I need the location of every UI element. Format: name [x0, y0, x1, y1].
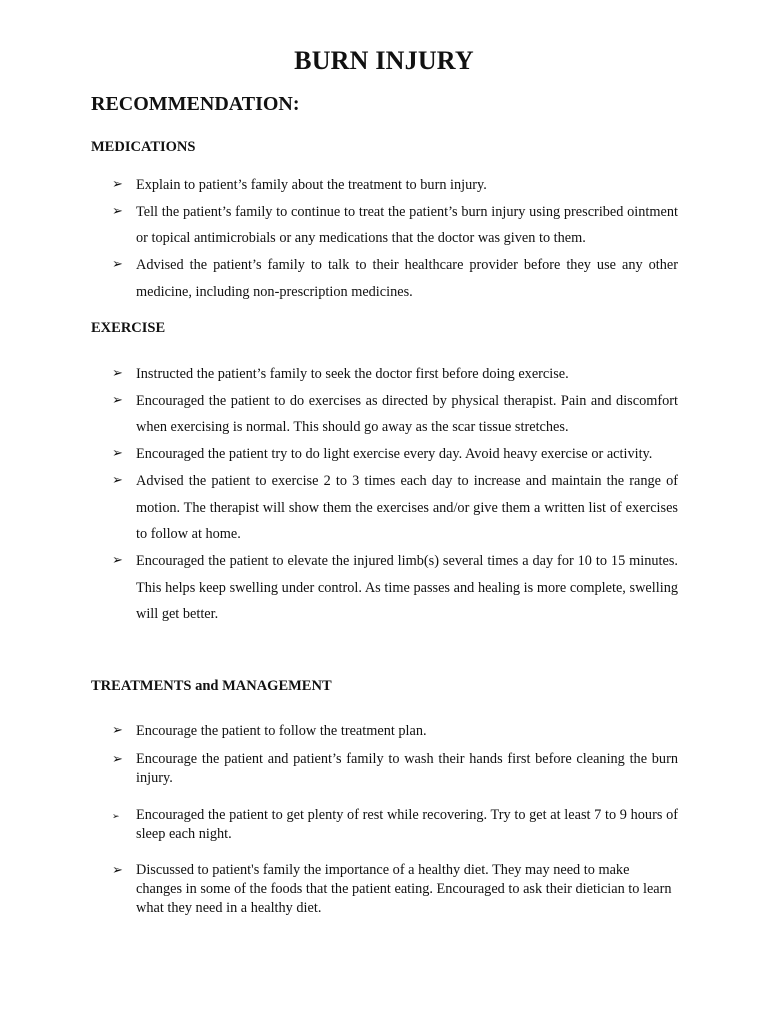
list-item [108, 252, 678, 305]
treatments-list-rest [108, 806, 678, 844]
arrow-bullet-icon: ➢ [112, 812, 120, 822]
list-item-text: Tell the patient’s family to continue to treat the patient’s burn injury using prescribed ointment or topical antimicrobials or any medications that the doctor was given to them. [136, 203, 678, 247]
list-item-text: Discussed to patient's family the importance of a healthy diet. They may need to make changes in some of the foods that the patient eating. Encouraged to ask their dietician to learn what they need in a healthy diet. [136, 862, 672, 916]
arrow-bullet-icon: ➢ [112, 752, 123, 767]
list-item-text: Advised the patient to exercise 2 to 3 times each day to increase and maintain the range of motion. The therapist will show them the exercises and/or give them a written list of exercises to follow at home. [136, 472, 678, 543]
treatments-list-diet [108, 861, 678, 918]
exercise-list [108, 361, 678, 628]
arrow-bullet-icon: ➢ [112, 392, 123, 408]
arrow-bullet-icon: ➢ [112, 257, 123, 273]
arrow-bullet-icon: ➢ [112, 472, 123, 488]
arrow-bullet-icon: ➢ [112, 203, 123, 219]
arrow-bullet-icon: ➢ [112, 552, 123, 568]
list-item [108, 199, 678, 252]
list-item [108, 750, 678, 788]
arrow-bullet-icon: ➢ [112, 366, 123, 381]
recommendation-heading: RECOMMENDATION: [91, 93, 300, 115]
list-item [108, 806, 678, 844]
list-item-text: Encouraged the patient to do exercises as directed by physical therapist. Pain and discomfort when exercising is normal. This should go away as the scar tissue stretches. [136, 392, 678, 436]
list-item [108, 361, 678, 388]
arrow-bullet-icon: ➢ [112, 177, 123, 192]
list-item-text: Instructed the patient’s family to seek the doctor first before doing exercise. [136, 366, 569, 382]
list-item [108, 172, 678, 199]
document-title: BURN INJURY [294, 46, 474, 75]
list-item [108, 468, 678, 548]
list-item-text: Explain to patient’s family about the treatment to burn injury. [136, 177, 487, 193]
list-item-text: Advised the patient’s family to talk to their healthcare provider before they use any other medicine, including non-prescription medicines. [136, 257, 678, 300]
arrow-bullet-icon: ➢ [112, 446, 123, 462]
list-item [108, 441, 678, 468]
list-item [108, 718, 678, 745]
list-item-text: Encouraged the patient to elevate the injured limb(s) several times a day for 10 to 15 minutes. This helps keep swelling under control. As time passes and healing is more complete, swelling will get better. [136, 552, 678, 623]
list-item-text: Encourage the patient to follow the treatment plan. [136, 723, 427, 739]
medications-list [108, 172, 678, 306]
arrow-bullet-icon: ➢ [112, 863, 123, 878]
medications-heading: MEDICATIONS [91, 139, 196, 155]
list-item [108, 388, 678, 441]
list-item-text: Encourage the patient and patient’s family to wash their hands first before cleaning the burn injury. [136, 751, 678, 786]
list-item-text: Encouraged the patient to get plenty of rest while recovering. Try to get at least 7 to 9 hours of sleep each night. [136, 807, 678, 842]
list-item [108, 548, 678, 628]
exercise-heading: EXERCISE [91, 320, 166, 336]
arrow-bullet-icon: ➢ [112, 723, 123, 738]
treatments-list-burn [108, 750, 678, 788]
treatments-list-top [108, 718, 678, 745]
list-item [108, 861, 678, 918]
treatments-heading: TREATMENTS and MANAGEMENT [91, 678, 332, 694]
list-item-text: Encouraged the patient try to do light exercise every day. Avoid heavy exercise or activity. [136, 446, 653, 463]
